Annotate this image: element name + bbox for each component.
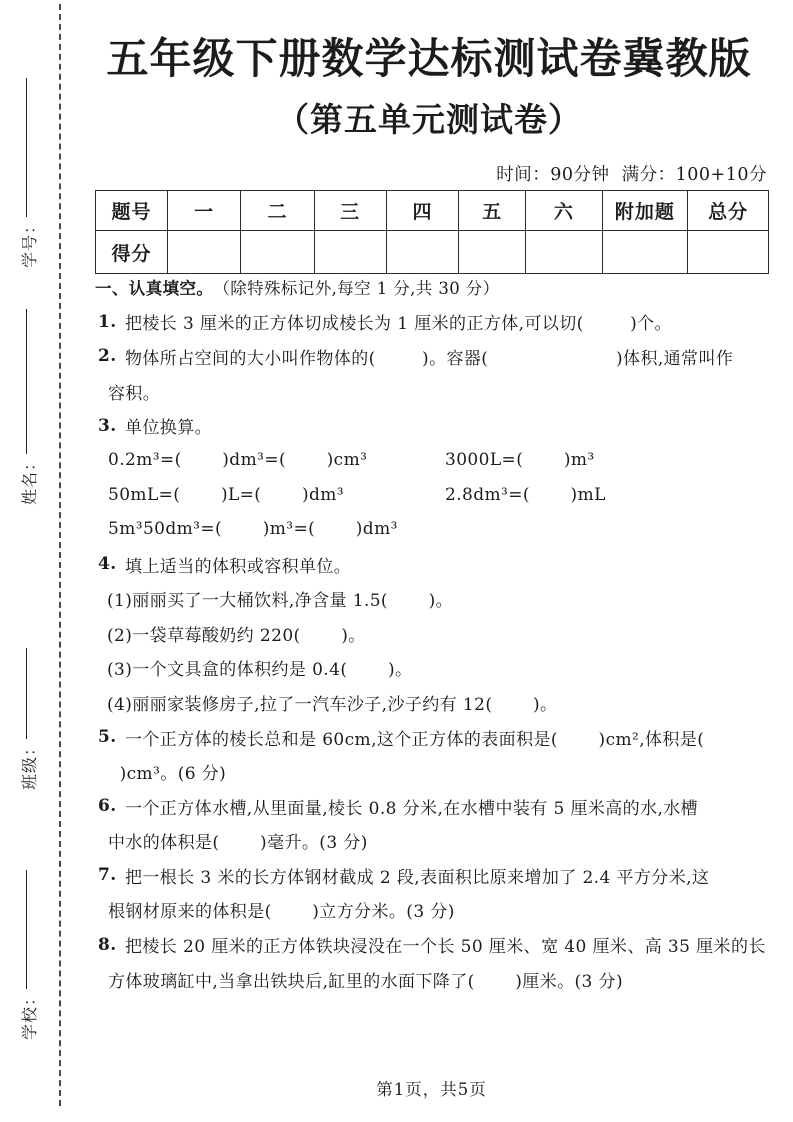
conversion-left: 50mL=( )L=( )dm³: [108, 484, 345, 505]
score-table-header-cell: 二: [241, 191, 314, 231]
score-table-header-row: [96, 191, 769, 231]
score-row-label: 得分: [96, 231, 168, 274]
student-id-label: 学号：: [19, 216, 39, 268]
question-4-subitem-1: (1)丽丽买了一大桶饮料,净含量 1.5( )。: [107, 591, 454, 612]
score-table-header-cell: 三: [314, 191, 386, 231]
sidebar-field-school: [16, 870, 40, 1040]
question-5-continuation: )cm³。(6 分): [108, 764, 227, 785]
question-7: [95, 858, 787, 893]
question-number: 8.: [98, 934, 117, 955]
question-number: 2.: [98, 346, 117, 367]
question-2-continuation: 容积。: [108, 383, 161, 404]
question-4-subitem-4: (4)丽丽家装修房子,拉了一汽车沙子,沙子约有 12( )。: [107, 694, 558, 715]
question-4: [95, 547, 787, 582]
conversion-row: [95, 443, 787, 478]
question-text: 把棱长 3 厘米的正方体切成棱长为 1 厘米的正方体,可以切( )个。: [125, 314, 672, 335]
question-4-subitem-3: (3)一个文具盒的体积约是 0.4( )。: [107, 660, 413, 681]
student-id-blank-line: [26, 78, 27, 217]
score-cell: [602, 231, 687, 274]
question-number: 6.: [98, 796, 117, 817]
section-heading-title: 一、认真填空。: [95, 279, 214, 299]
score-table-header-cell: 一: [168, 191, 241, 231]
score-table-header-cell: 附加题: [602, 191, 687, 231]
question-8-continuation: 方体玻璃缸中,当拿出铁块后,缸里的水面下降了( )厘米。(3 分): [108, 971, 623, 992]
section-fill-in-blanks: [95, 270, 787, 996]
score-cell: [459, 231, 526, 274]
question-number: 3.: [98, 415, 117, 436]
conversion-right: 3000L=( )m³: [445, 450, 595, 471]
score-cell: [525, 231, 602, 274]
time-and-score-info: 时间：90分钟 满分：100+10分: [496, 165, 767, 185]
score-cell: [386, 231, 459, 274]
question-text: 物体所占空间的大小叫作物体的( )。容器( )体积,通常叫作: [125, 348, 734, 369]
score-cell: [241, 231, 314, 274]
school-label: 学校：: [19, 988, 39, 1040]
question-5: [95, 720, 787, 755]
score-table-header-cell: 五: [459, 191, 526, 231]
score-table-header-cell: 四: [386, 191, 459, 231]
question-8: [95, 927, 787, 962]
question-number: 4.: [98, 554, 117, 575]
class-blank-line: [26, 648, 27, 739]
score-cell: [314, 231, 386, 274]
question-text: 把棱长 20 厘米的正方体铁块浸没在一个长 50 厘米、宽 40 厘米、高 35 厘米的长: [125, 937, 766, 958]
sidebar-field-name: [16, 309, 40, 505]
question-number: 5.: [98, 727, 117, 748]
question-6: [95, 789, 787, 824]
score-table: [95, 190, 769, 274]
question-text: 单位换算。: [125, 418, 212, 439]
question-text: 把一根长 3 米的长方体钢材截成 2 段,表面积比原来增加了 2.4 平方分米,这: [125, 867, 710, 888]
question-4-subitem-2: (2)一袋草莓酸奶约 220( )。: [107, 625, 366, 646]
score-table-header-cell: 题号: [96, 191, 168, 231]
question-1: [95, 305, 787, 340]
conversion-row: [95, 512, 787, 547]
page-number-indicator: 第1页，共5页: [376, 1080, 487, 1099]
section-heading-note: （除特殊标记外,每空 1 分,共 30 分）: [213, 279, 500, 299]
section-heading: [95, 270, 787, 305]
question-number: 7.: [98, 865, 117, 886]
question-3: [95, 408, 787, 443]
question-text: 填上适当的体积或容积单位。: [125, 556, 352, 577]
conversion-right: 2.8dm³=( )mL: [445, 484, 606, 505]
school-blank-line: [26, 870, 27, 989]
question-text: 一个正方体水槽,从里面量,棱长 0.8 分米,在水槽中装有 5 厘米高的水,水槽: [125, 798, 699, 819]
score-table-score-row: [96, 231, 769, 274]
exam-title: 五年级下册数学达标测试卷冀教版: [106, 34, 752, 83]
conversion-left: 5m³50dm³=( )m³=( )dm³: [108, 519, 398, 540]
score-cell: [688, 231, 769, 274]
score-cell: [168, 231, 241, 274]
exam-subtitle: （第五单元测试卷）: [276, 100, 582, 139]
question-2: [95, 339, 787, 374]
conversion-left: 0.2m³=( )dm³=( )cm³: [108, 450, 368, 471]
seal-dashed-line: [59, 4, 61, 1106]
conversion-row: [95, 478, 787, 513]
question-7-continuation: 根钢材原来的体积是( )立方分米。(3 分): [108, 902, 455, 923]
sidebar-field-student-id: [16, 78, 40, 268]
class-label: 班级：: [19, 738, 39, 790]
score-table-header-cell: 总分: [688, 191, 769, 231]
name-label: 姓名：: [19, 453, 39, 505]
sidebar-field-class: [16, 648, 40, 790]
name-blank-line: [26, 309, 27, 454]
question-number: 1.: [98, 311, 117, 332]
question-text: 一个正方体的棱长总和是 60cm,这个正方体的表面积是( )cm²,体积是(: [125, 729, 705, 750]
question-6-continuation: 中水的体积是( )毫升。(3 分): [108, 833, 368, 854]
score-table-header-cell: 六: [525, 191, 602, 231]
